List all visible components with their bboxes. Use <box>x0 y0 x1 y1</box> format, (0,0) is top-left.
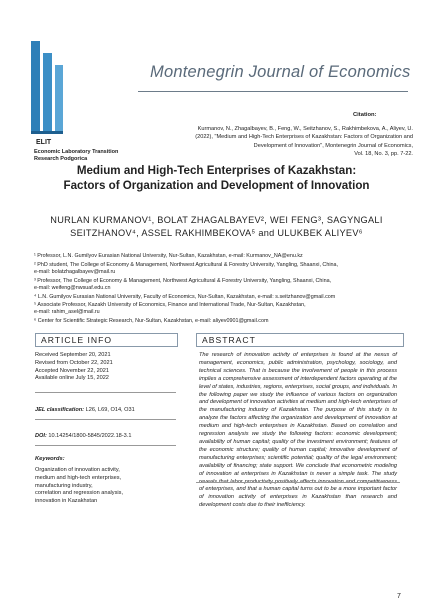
abstract-text: The research of innovation activity of enterprises is found at the nexus of management, economics, public administration, psychology, sociology, and technical sciences. That is because the involvement of people in this process implies a comprehensive assessment of interdependent factors operating at the level of states, industries, regions, enterprises, social groups, and individuals. In the following paper we study the influence of various factors on organization and development of innovation activities at medium and high-tech enterprises of the manufacturing industry of Kazakhstan. The purpose of this study is to analyze the factors affecting the organization and development of innovation at medium and high-tech enterprises in Kazakhstan. Based on correlation and regression analysis we study the following factors: economic development; availability of human capital; quality of the investment environment; features of the economic structure; quality of human capital; innovative development of manufacturing enterprises; scientific potential; quality of the legal environment; availability of financing; state support. We conclude that econometric modeling of innovation at enterprises in Kazakhstan is never a simple task. The study of enterprises, and that a human capital turns out to be a more important factor of innovation activity of enterprises in Kazakhstan than research and development costs due to their inefficiency. <box>199 352 397 509</box>
jel-value: L26, L69, O14, O31 <box>85 407 135 413</box>
date-line: Revised from October 22, 2021 <box>35 359 113 366</box>
divider <box>35 419 176 420</box>
publisher-line: Economic Laboratory Transition <box>34 149 119 155</box>
keyword: correlation and regression analysis, <box>35 490 123 497</box>
keywords-list <box>35 467 173 506</box>
citation-line: Development of Innovation", Montenegrin Journal of Economics, <box>253 142 413 149</box>
title-line: Factors of Organization and Development of Innovation <box>63 179 370 192</box>
citation-label: Citation: <box>353 112 377 118</box>
authors-line: NURLAN KURMANOV¹, BOLAT ZHAGALBAYEV², WEI FENG³, SAGYNGALI <box>50 215 383 225</box>
keyword: Organization of innovation activity, <box>35 467 120 473</box>
affiliation: ¹ Professor, L.N. Gumilyov Eurasian National University, Nur-Sultan, Kazakhstan, e-mail: Kurmanov_NA@enu.kz <box>34 253 303 259</box>
doi <box>35 433 131 439</box>
citation-line: (2022), "Medium and High-Tech Enterprises of Kazakhstan: Factors of Organization and <box>195 134 413 141</box>
jel-classification <box>35 407 135 413</box>
author-list <box>20 214 413 240</box>
affiliation: ² PhD student, The College of Economy & Management, Northwest Agricultural & Forestry University, Yangling, Shaanxi, China, <box>34 262 339 268</box>
doi-link[interactable]: 10.14254/1800-5845/2022.18-3.1 <box>48 433 132 439</box>
citation-line: Kurmanov, N., Zhagalbayev, B., Feng, W., Seitzhanov, S., Rakhimbekova, A., Aliyev, U. <box>197 126 413 132</box>
publisher-logo-text: ELIT <box>36 139 52 146</box>
abstract-bottom-rule <box>196 482 400 483</box>
citation-line: Vol. 18, No. 3, pp. 7-22. <box>354 151 413 158</box>
keyword: medium and high-tech enterprises, <box>35 474 122 481</box>
affiliation: ³ Professor, The College of Economy & Management, Northwest Agricultural & Forestry University, Yangling, Shaanxi, China, <box>34 278 332 284</box>
abstract-heading: ABSTRACT <box>196 333 404 347</box>
title-line: Medium and High-Tech Enterprises of Kazakhstan: <box>76 164 357 177</box>
doi-label: DOI: <box>35 433 47 439</box>
keyword: innovation in Kazakhstan <box>35 498 98 505</box>
publisher-line: Research Podgorica <box>34 156 88 162</box>
header-rule <box>138 91 408 92</box>
jel-label: JEL classification: <box>35 407 85 413</box>
affiliation: ⁴ L.N. Gumilyov Eurasian National University, Faculty of Economics, Nur-Sultan, Kazakhstan, e-mail: s.seitzhanov@gmail.com <box>34 294 336 300</box>
article-info-heading: ARTICLE INFO <box>35 333 178 347</box>
article-dates <box>35 352 113 383</box>
date-line: Accepted November 22, 2021 <box>35 367 110 374</box>
affiliation: e-mail: bolatzhagalbayev@mail.ru <box>34 269 116 275</box>
affiliation: e-mail: rahim_asel@mail.ru <box>34 309 100 315</box>
keywords-label: Keywords: <box>35 456 65 462</box>
date-line: Available online July 15, 2022 <box>35 375 109 382</box>
journal-name: Montenegrin Journal of Economics <box>150 63 411 81</box>
paper-title <box>20 163 413 193</box>
page-number: 7 <box>397 593 401 600</box>
affiliation: ⁶ Center for Scientific Strategic Research, Nur-Sultan, Kazakhstan, e-mail: aliyev0901@gmail.com <box>34 318 269 324</box>
keyword: manufacturing industry, <box>35 482 93 489</box>
divider <box>35 445 176 446</box>
citation-text <box>168 125 413 159</box>
authors-line: SEITZHANOV⁴, ASSEL RAKHIMBEKOVA⁵ and ULUKBEK ALIYEV⁶ <box>70 228 363 238</box>
affiliation: ⁵ Associate Professor, Kazakh University of Economics, Finance and International Trade, Nur-Sultan, Kazakhstan, <box>34 302 306 308</box>
date-line: Received September 20, 2021 <box>35 352 111 358</box>
divider <box>35 392 176 393</box>
affiliation: e-mail: weifeng@nwsuaf.edu.cn <box>34 285 111 291</box>
